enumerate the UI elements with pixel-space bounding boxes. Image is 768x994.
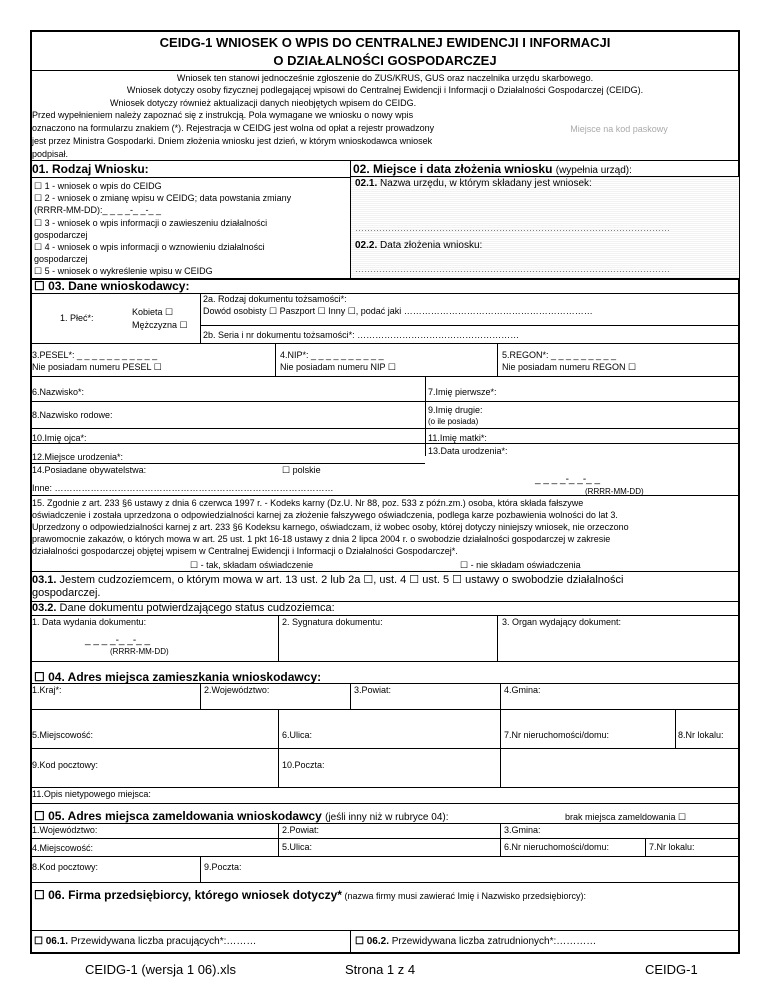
- father-name-field[interactable]: 10.Imię ojca*:: [32, 433, 87, 443]
- s01-option4[interactable]: ☐ 4 - wniosek o wpis informacji o wznowieniu działalności: [34, 242, 265, 252]
- reg-voivodeship-field[interactable]: 1.Województwo:: [32, 825, 98, 835]
- second-name-note: (o ile posiada): [428, 417, 479, 426]
- divider: [30, 343, 740, 344]
- doc-number-field[interactable]: 2b. Seria i nr dokumentu tożsamości*: ………………………………………………: [203, 330, 520, 340]
- postal-code-field[interactable]: 9.Kod pocztowy:: [32, 760, 99, 770]
- divider: [425, 376, 426, 456]
- divider: [425, 443, 740, 444]
- divider: [30, 787, 740, 788]
- surname-field[interactable]: 6.Nazwisko*:: [32, 387, 85, 397]
- unusual-place-field[interactable]: 11.Opis nietypowego miejsca:: [32, 789, 151, 799]
- s01-option2-date[interactable]: (RRRR-MM-DD):_ _ _ _-_ _-_ _: [34, 205, 162, 215]
- divider: [497, 343, 498, 376]
- birth-surname-field[interactable]: 8.Nazwisko rodowe:: [32, 410, 113, 420]
- intro-line5: oznaczono na formularzu znakiem (*). Rejestracja w CEIDG jest wolna od opłat a rejestr prowadzony: [32, 123, 435, 133]
- intro-line3: Wniosek dotyczy również aktualizacji danych nieobjętych wpisem do CEIDG.: [110, 98, 417, 108]
- divider: [30, 177, 350, 178]
- divider: [200, 293, 201, 343]
- s01-option3[interactable]: ☐ 3 - wniosek o wpis informacji o zawieszeniu działalności: [34, 218, 268, 228]
- divider: [278, 823, 279, 856]
- s06-2-text: Przewidywana liczba zatrudnionych*:…………: [388, 936, 597, 947]
- s03-2-text: Dane dokumentu potwierdzającego status cudzoziemca:: [59, 602, 335, 614]
- divider: [30, 428, 740, 429]
- divider: [200, 683, 201, 709]
- citizenship-polish-checkbox[interactable]: ☐ polskie: [282, 465, 321, 475]
- s01-option5[interactable]: ☐ 5 - wniosek o wykreślenie wpisu w CEIDG: [34, 266, 213, 276]
- divider: [30, 683, 740, 684]
- doc-issue-date-field[interactable]: _ _ _ _-_ _-_ _: [85, 635, 151, 646]
- divider: [645, 838, 646, 856]
- section-04-title: ☐ 04. Adres miejsca zamieszkania wnioskodawcy:: [34, 670, 322, 684]
- divider: [497, 615, 498, 661]
- birth-date-format: (RRRR-MM-DD): [585, 487, 644, 496]
- doc-signature-field[interactable]: 2. Sygnatura dokumentu:: [282, 617, 383, 627]
- divider: [30, 293, 740, 294]
- divider: [350, 683, 351, 709]
- divider: [30, 495, 740, 496]
- s06-1-num: ☐ 06.1.: [34, 936, 68, 947]
- footer-filename: CEIDG-1 (wersja 1 06).xls: [85, 962, 236, 977]
- intro-line4: Przed wypełnieniem należy zapoznać się z instrukcją. Pola wymagane we wniosku o nowy wpis: [32, 110, 414, 120]
- regon-none-checkbox[interactable]: Nie posiadam numeru REGON ☐: [502, 362, 637, 372]
- nip-field[interactable]: 4.NIP*: _ _ _ _ _ _ _ _ _ _: [280, 350, 384, 360]
- intro-line7: podpisał.: [32, 149, 69, 159]
- doc-type-options[interactable]: Dowód osobisty ☐ Paszport ☐ Inny ☐, podać jaki ………………………………………………………: [203, 306, 593, 316]
- s05-title-note: (jeśli inny niż w rubryce 04):: [325, 812, 449, 823]
- statement-line2: oświadczenie i została uprzedzona o odpowiedzialności karnej za złożenie fałszywego oświadczenia, podlega karze pozbawienia wolności do lat 3.: [32, 510, 618, 520]
- gender-female[interactable]: Kobieta ☐: [132, 307, 174, 317]
- divider: [30, 160, 740, 161]
- divider: [30, 376, 740, 377]
- apartment-number-field[interactable]: 8.Nr lokalu:: [678, 730, 724, 740]
- s03-1-text: Jestem cudzoziemcem, o którym mowa w art. 13 ust. 2 lub 2a ☐, ust. 4 ☐ ust. 5 ☐ ustawy o swobodzie działalności: [59, 574, 624, 586]
- hired-expected-field[interactable]: [355, 936, 596, 947]
- s02-1-label: [355, 178, 592, 189]
- s06-2-num: ☐ 06.2.: [355, 936, 389, 947]
- house-number-field[interactable]: 7.Nr nieruchomości/domu:: [504, 730, 610, 740]
- reg-postal-code-field[interactable]: 8.Kod pocztowy:: [32, 862, 99, 872]
- s02-2-num: 02.2.: [355, 240, 378, 251]
- divider: [30, 463, 425, 464]
- divider: [30, 70, 740, 71]
- pesel-field[interactable]: 3.PESEL*: _ _ _ _ _ _ _ _ _ _ _: [32, 350, 158, 360]
- section-02-title: [353, 162, 632, 176]
- s02-title-text: 02. Miejsce i data złożenia wniosku: [353, 162, 553, 176]
- divider: [30, 443, 425, 444]
- pesel-none-checkbox[interactable]: Nie posiadam numeru PESEL ☐: [32, 362, 162, 372]
- first-name-field[interactable]: 7.Imię pierwsze*:: [428, 387, 497, 397]
- birth-date-label: 13.Data urodzenia*:: [428, 446, 508, 456]
- s01-option3-cont: gospodarczej: [34, 230, 88, 240]
- reg-locality-field[interactable]: 4.Miejscowość:: [32, 843, 94, 853]
- barcode-placeholder: Miejsce na kod paskowy: [570, 124, 668, 134]
- form-title-line1: CEIDG-1 WNIOSEK O WPIS DO CENTRALNEJ EWIDENCJI I INFORMACJI: [159, 35, 611, 50]
- employees-expected-field[interactable]: [34, 936, 256, 947]
- divider: [30, 856, 740, 857]
- divider: [30, 709, 740, 710]
- divider: [350, 930, 351, 954]
- doc-issue-date-label: 1. Data wydania dokumentu:: [32, 617, 147, 627]
- foreigner-doc-label: [32, 602, 335, 614]
- post-office-field[interactable]: 10.Poczta:: [282, 760, 325, 770]
- statement-line5: działalności gospodarczej objętej wpisem w Centralnej Ewidencji i Informacji o Działalności Gospodarczej*.: [32, 546, 458, 556]
- doc-issuer-field[interactable]: 3. Organ wydający dokument:: [502, 617, 622, 627]
- statement-yes-checkbox[interactable]: ☐ - tak, składam oświadczenie: [190, 560, 314, 570]
- divider: [30, 748, 740, 749]
- section-05-title: [34, 809, 448, 823]
- county-field[interactable]: 3.Powiat:: [354, 685, 392, 695]
- birth-date-field[interactable]: _ _ _ _-_ _-_ _: [535, 474, 601, 485]
- reg-county-field[interactable]: 2.Powiat:: [282, 825, 320, 835]
- gender-male[interactable]: Mężczyzna ☐: [132, 320, 188, 330]
- divider: [30, 823, 740, 824]
- divider: [350, 176, 740, 177]
- intro-line1: Wniosek ten stanowi jednocześnie zgłoszenie do ZUS/KRUS, GUS oraz naczelnika urzędu skarbowego.: [176, 73, 594, 83]
- mother-name-field[interactable]: 11.Imię matki*:: [428, 433, 487, 443]
- second-name-field[interactable]: 9.Imię drugie:: [428, 405, 483, 415]
- birthplace-field[interactable]: 12.Miejsce urodzenia*:: [32, 452, 124, 462]
- statement-line4: prawomocnie zakazów, o których mowa w art. 25 ust. 1 pkt 16-18 ustawy z dnia 2 lipca 2004 r. o swobodzie działalności gospodarczej w zakresie: [32, 534, 611, 544]
- divider: [30, 930, 740, 931]
- divider: [200, 856, 201, 883]
- divider: [30, 401, 740, 402]
- s02-1-text: Nazwa urzędu, w którym składany jest wniosek:: [380, 178, 592, 189]
- divider: [500, 823, 501, 856]
- s06-title-text: ☐ 06. Firma przedsiębiorcy, którego wniosek dotyczy*: [34, 888, 342, 902]
- s02-1-num: 02.1.: [355, 178, 378, 189]
- divider: [500, 683, 501, 787]
- regon-field[interactable]: 5.REGON*: _ _ _ _ _ _ _ _ _: [502, 350, 617, 360]
- nip-none-checkbox[interactable]: Nie posiadam numeru NIP ☐: [280, 362, 396, 372]
- gender-label: 1. Płeć*:: [60, 313, 94, 323]
- citizenship-other-field[interactable]: Inne: …………………………………………………………………………………: [32, 483, 334, 493]
- reg-post-office-field[interactable]: 9.Poczta:: [204, 862, 242, 872]
- statement-no-checkbox[interactable]: ☐ - nie składam oświadczenia: [460, 560, 581, 570]
- s03-1-num: 03.1.: [32, 574, 57, 586]
- s01-option1[interactable]: ☐ 1 - wniosek o wpis do CEIDG: [34, 181, 162, 191]
- submit-date-dots[interactable]: ……………………………………………………………………………………………: [355, 264, 670, 274]
- divider: [30, 615, 740, 616]
- citizenship-label: 14.Posiadane obywatelstwa:: [32, 465, 147, 475]
- s05-title-text: ☐ 05. Adres miejsca zameldowania wnioskodawcy: [34, 809, 322, 823]
- intro-line6: jest przez Ministra Gospodarki. Dniem złożenia wniosku jest dzień, w którym wnioskodawca wniosek: [32, 136, 433, 146]
- voivodeship-field[interactable]: 2.Województwo:: [204, 685, 270, 695]
- foreigner-line[interactable]: [32, 573, 623, 586]
- reg-house-number-field[interactable]: 6.Nr nieruchomości/domu:: [504, 842, 610, 852]
- s01-option2[interactable]: ☐ 2 - wniosek o zmianę wpisu w CEIDG; data powstania zmiany: [34, 193, 292, 203]
- doc-type-label: 2a. Rodzaj dokumentu tożsamości*:: [203, 294, 347, 304]
- form-title-line2: O DZIAŁALNOŚCI GOSPODARCZEJ: [273, 53, 497, 68]
- divider: [30, 838, 740, 839]
- reg-apartment-number-field[interactable]: 7.Nr lokalu:: [649, 842, 695, 852]
- locality-field[interactable]: 5.Miejscowość:: [32, 730, 94, 740]
- s01-option4-cont: gospodarczej: [34, 254, 88, 264]
- no-registration-checkbox[interactable]: brak miejsca zameldowania ☐: [565, 812, 687, 822]
- section-01-title: 01. Rodzaj Wniosku:: [32, 162, 149, 176]
- statement-line3: Uprzedzony o odpowiedzialności karnej z art. 233 §6 Kodeksu karnego, oświadczam, iż wobec osoby, której dotyczy niniejszy wniosek, nie orzeczono: [32, 522, 629, 532]
- office-name-dots[interactable]: ……………………………………………………………………………………………: [355, 223, 670, 233]
- commune-field[interactable]: 4.Gmina:: [504, 685, 541, 695]
- footer-form-code: CEIDG-1: [645, 962, 698, 977]
- divider: [675, 709, 676, 748]
- divider: [278, 615, 279, 661]
- doc-issue-date-format: (RRRR-MM-DD): [110, 647, 169, 656]
- divider: [200, 325, 740, 326]
- divider: [30, 571, 740, 572]
- foreigner-line-cont: gospodarczej.: [32, 587, 101, 599]
- divider: [30, 803, 740, 804]
- s02-2-label: [355, 240, 482, 251]
- s02-2-text: Data złożenia wniosku:: [380, 240, 483, 251]
- divider: [275, 343, 276, 376]
- s06-title-note: (nazwa firmy musi zawierać Imię i Nazwisko przedsiębiorcy):: [341, 891, 587, 901]
- statement-line1: 15. Zgodnie z art. 233 §6 ustawy z dnia 6 czerwca 1997 r. - Kodeks karny (Dz.U. Nr 88, poz. 533 z późn.zm.) osoba, która składa fałszywe: [32, 498, 584, 508]
- intro-line2: Wniosek dotyczy osoby fizycznej podlegającej wpisowi do Centralnej Ewidencji i Informacji o Działalności Gospodarczej (CEIDG).: [126, 85, 644, 95]
- s02-title-note: (wypełnia urząd):: [555, 165, 632, 176]
- s06-1-text: Przewidywana liczba pracujących*:………: [67, 936, 257, 947]
- section-03-title: ☐ 03. Dane wnioskodawcy:: [34, 279, 190, 293]
- reg-street-field[interactable]: 5.Ulica:: [282, 842, 313, 852]
- divider: [30, 882, 740, 883]
- reg-commune-field[interactable]: 3.Gmina:: [504, 825, 541, 835]
- section-06-title: [34, 888, 586, 902]
- country-field[interactable]: 1.Kraj*:: [32, 685, 62, 695]
- divider: [30, 661, 740, 662]
- footer-page: Strona 1 z 4: [345, 962, 416, 977]
- s03-2-num: 03.2.: [32, 602, 57, 614]
- street-field[interactable]: 6.Ulica:: [282, 730, 313, 740]
